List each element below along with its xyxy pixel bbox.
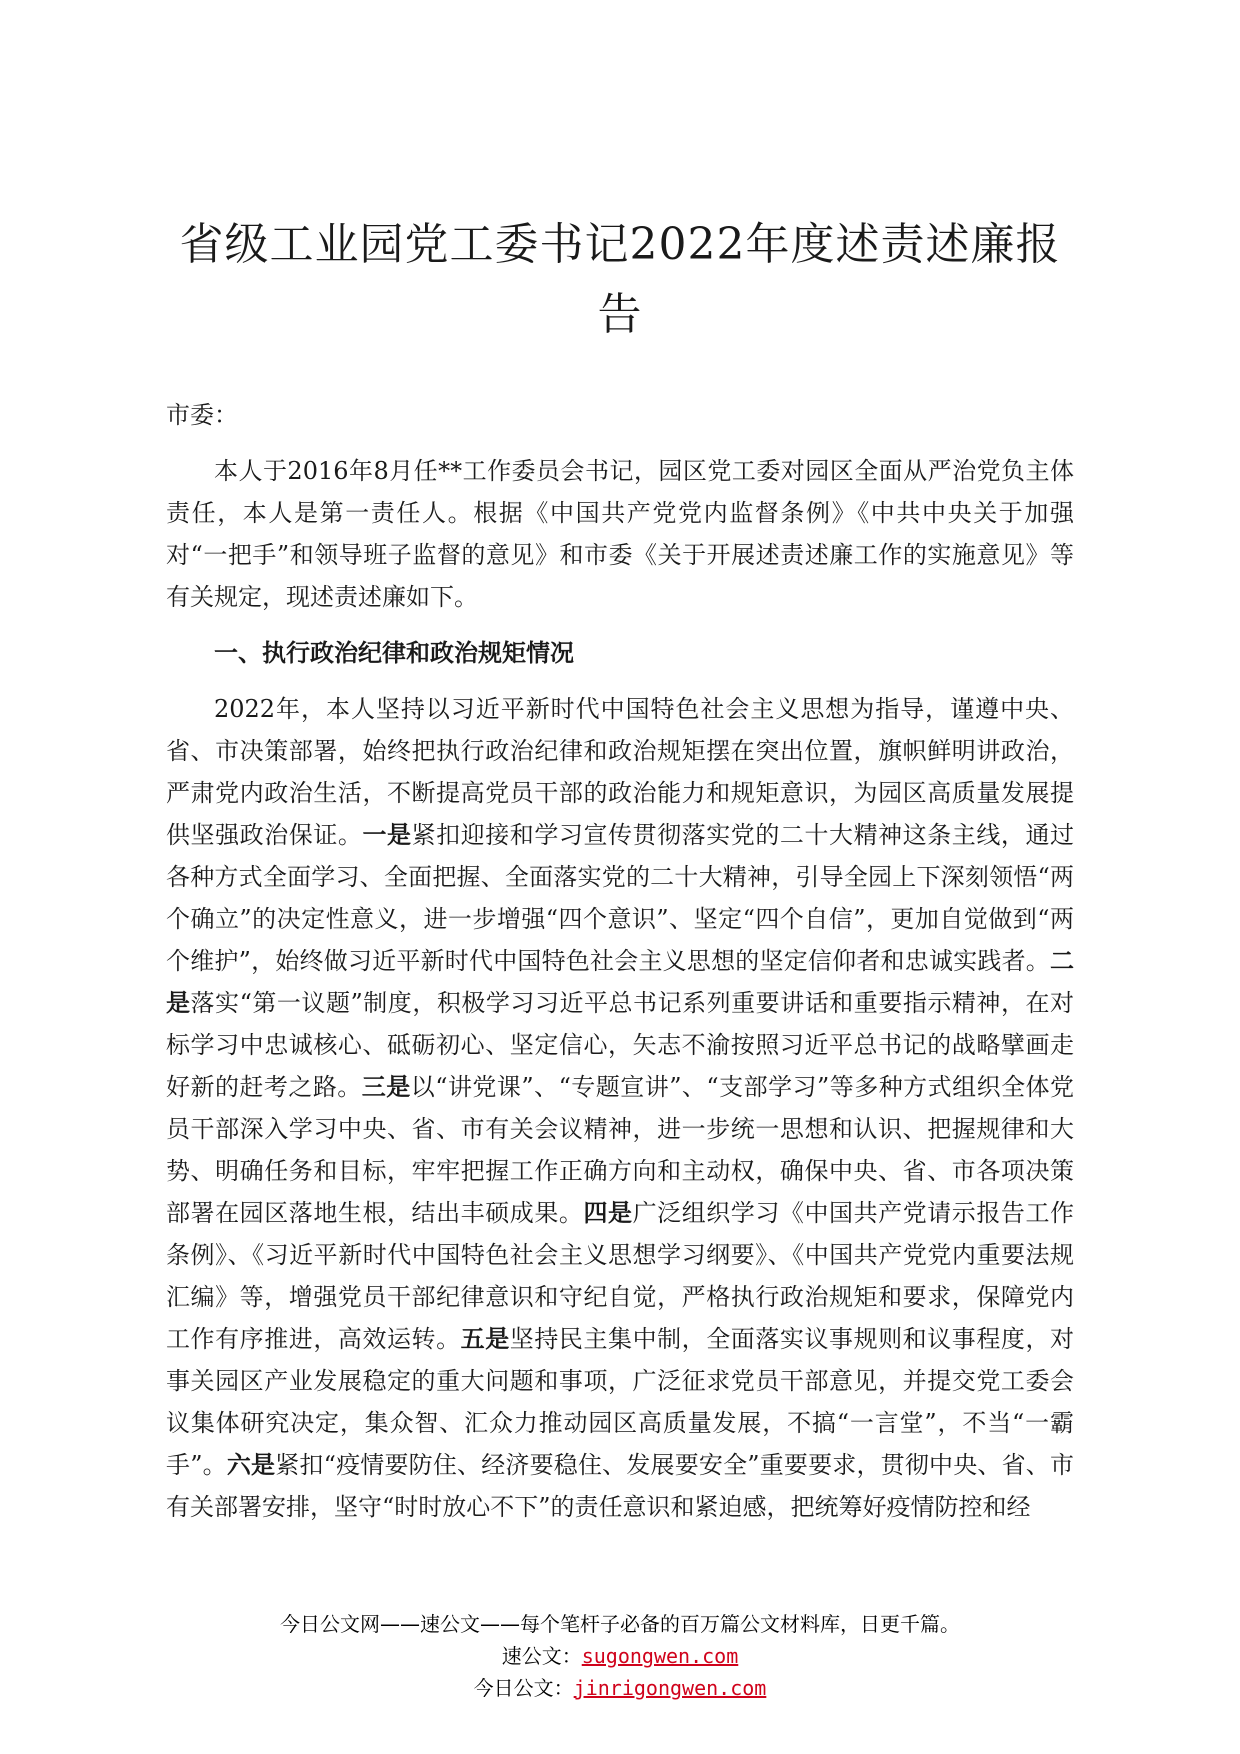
lead-phrase: 二是 [166,947,1074,1017]
paragraph-text: 坚持民主集中制，全面落实议事规则和议事程度，对事关园区产业发展稳定的重大问题和事项，广泛征求党员干部意见，并提交党工委会议集体研究决定，集众智、汇众力推动园区高质量发展，不搞“一言堂”，不当“一霸手”。 [166,1325,1075,1479]
lead-phrase: 一是 [362,821,412,849]
document-title: 省级工业园党工委书记2022年度述责述廉报告 [179,219,1061,340]
lead-phrase: 三是 [361,1073,411,1101]
jinrigongwen-link[interactable]: jinrigongwen.com [573,1676,767,1700]
paragraph-text: 落实“第一议题”制度，积极学习习近平总书记系列重要讲话和重要指示精神，在对标学习中忠诚核心、砥砺初心、坚定信心，矢志不渝按照习近平总书记的战略擘画走好新的赶考之路。 [166,989,1074,1101]
lead-phrase: 四是 [583,1199,633,1227]
paragraph-text: 紧扣“疫情要防住、经济要稳住、发展要安全”重要要求，贯彻中央、省、市有关部署安排，坚守“时时放心不下”的责任意识和紧迫感，把统筹好疫情防控和经 [166,1451,1074,1521]
paragraph-text: 广泛组织学习《中国共产党请示报告工作条例》、《习近平新时代中国特色社会主义思想学习纲要》、《中国共产党党内重要法规汇编》等，增强党员干部纪律意识和守纪自觉，严格执行政治规矩和要求，保障党内工作有序推进，高效运转。 [166,1199,1075,1353]
footer-tagline: 今日公文网——速公文——每个笔杆子必备的百万篇公文材料库，日更千篇。 [280,1612,960,1636]
paragraph-text: 紧扣迎接和学习宣传贯彻落实党的二十大精神这条主线，通过各种方式全面学习、全面把握、全面落实党的二十大精神，引导全园上下深刻领悟“两个确立”的决定性意义，进一步增强“四个意识”、坚定“四个自信”，更加自觉做到“两个维护”，始终做习近平新时代中国特色社会主义思想的坚定信仰者和忠诚实践者。 [166,821,1075,975]
paragraph-text: 2022年，本人坚持以习近平新时代中国特色社会主义思想为指导，谨遵中央、省、市决策部署，始终把执行政治纪律和政治规矩摆在突出位置，旗帜鲜明讲政治，严肃党内政治生活，不断提高党员干部的政治能力和规矩意识，为园区高质量发展提供坚强政治保证。 [166,695,1074,849]
section-heading: 一、执行政治纪律和政治规矩情况 [214,639,574,667]
document-body [166,394,1074,1542]
sugongwen-link[interactable]: sugongwen.com [581,1644,739,1668]
intro-paragraph: 本人于2016年8月任**工作委员会书记，园区党工委对园区全面从严治党负主体责任，本人是第一责任人。根据《中国共产党党内监督条例》《中共中央关于加强对“一把手”和领导班子监督的意见》和市委《关于开展述责述廉工作的实施意见》等有关规定，现述责述廉如下。 [166,457,1074,611]
salutation: 市委： [166,401,238,429]
lead-phrase: 六是 [226,1451,276,1479]
footer [0,1608,1240,1704]
footer-label: 速公文： [501,1644,582,1668]
footer-line-sugongwen [0,1640,1240,1672]
footer-line-jinrigongwen [0,1672,1240,1704]
section-paragraph [166,688,1074,1528]
lead-phrase: 五是 [460,1325,510,1353]
paragraph-text: 以“讲党课”、“专题宣讲”、“支部学习”等多种方式组织全体党员干部深入学习中央、省、市有关会议精神，进一步统一思想和认识、把握规律和大势、明确任务和目标，牢牢把握工作正确方向和主动权，确保中央、省、市各项决策部署在园区落地生根，结出丰硕成果。 [166,1073,1075,1227]
footer-label: 今日公文： [473,1676,574,1700]
